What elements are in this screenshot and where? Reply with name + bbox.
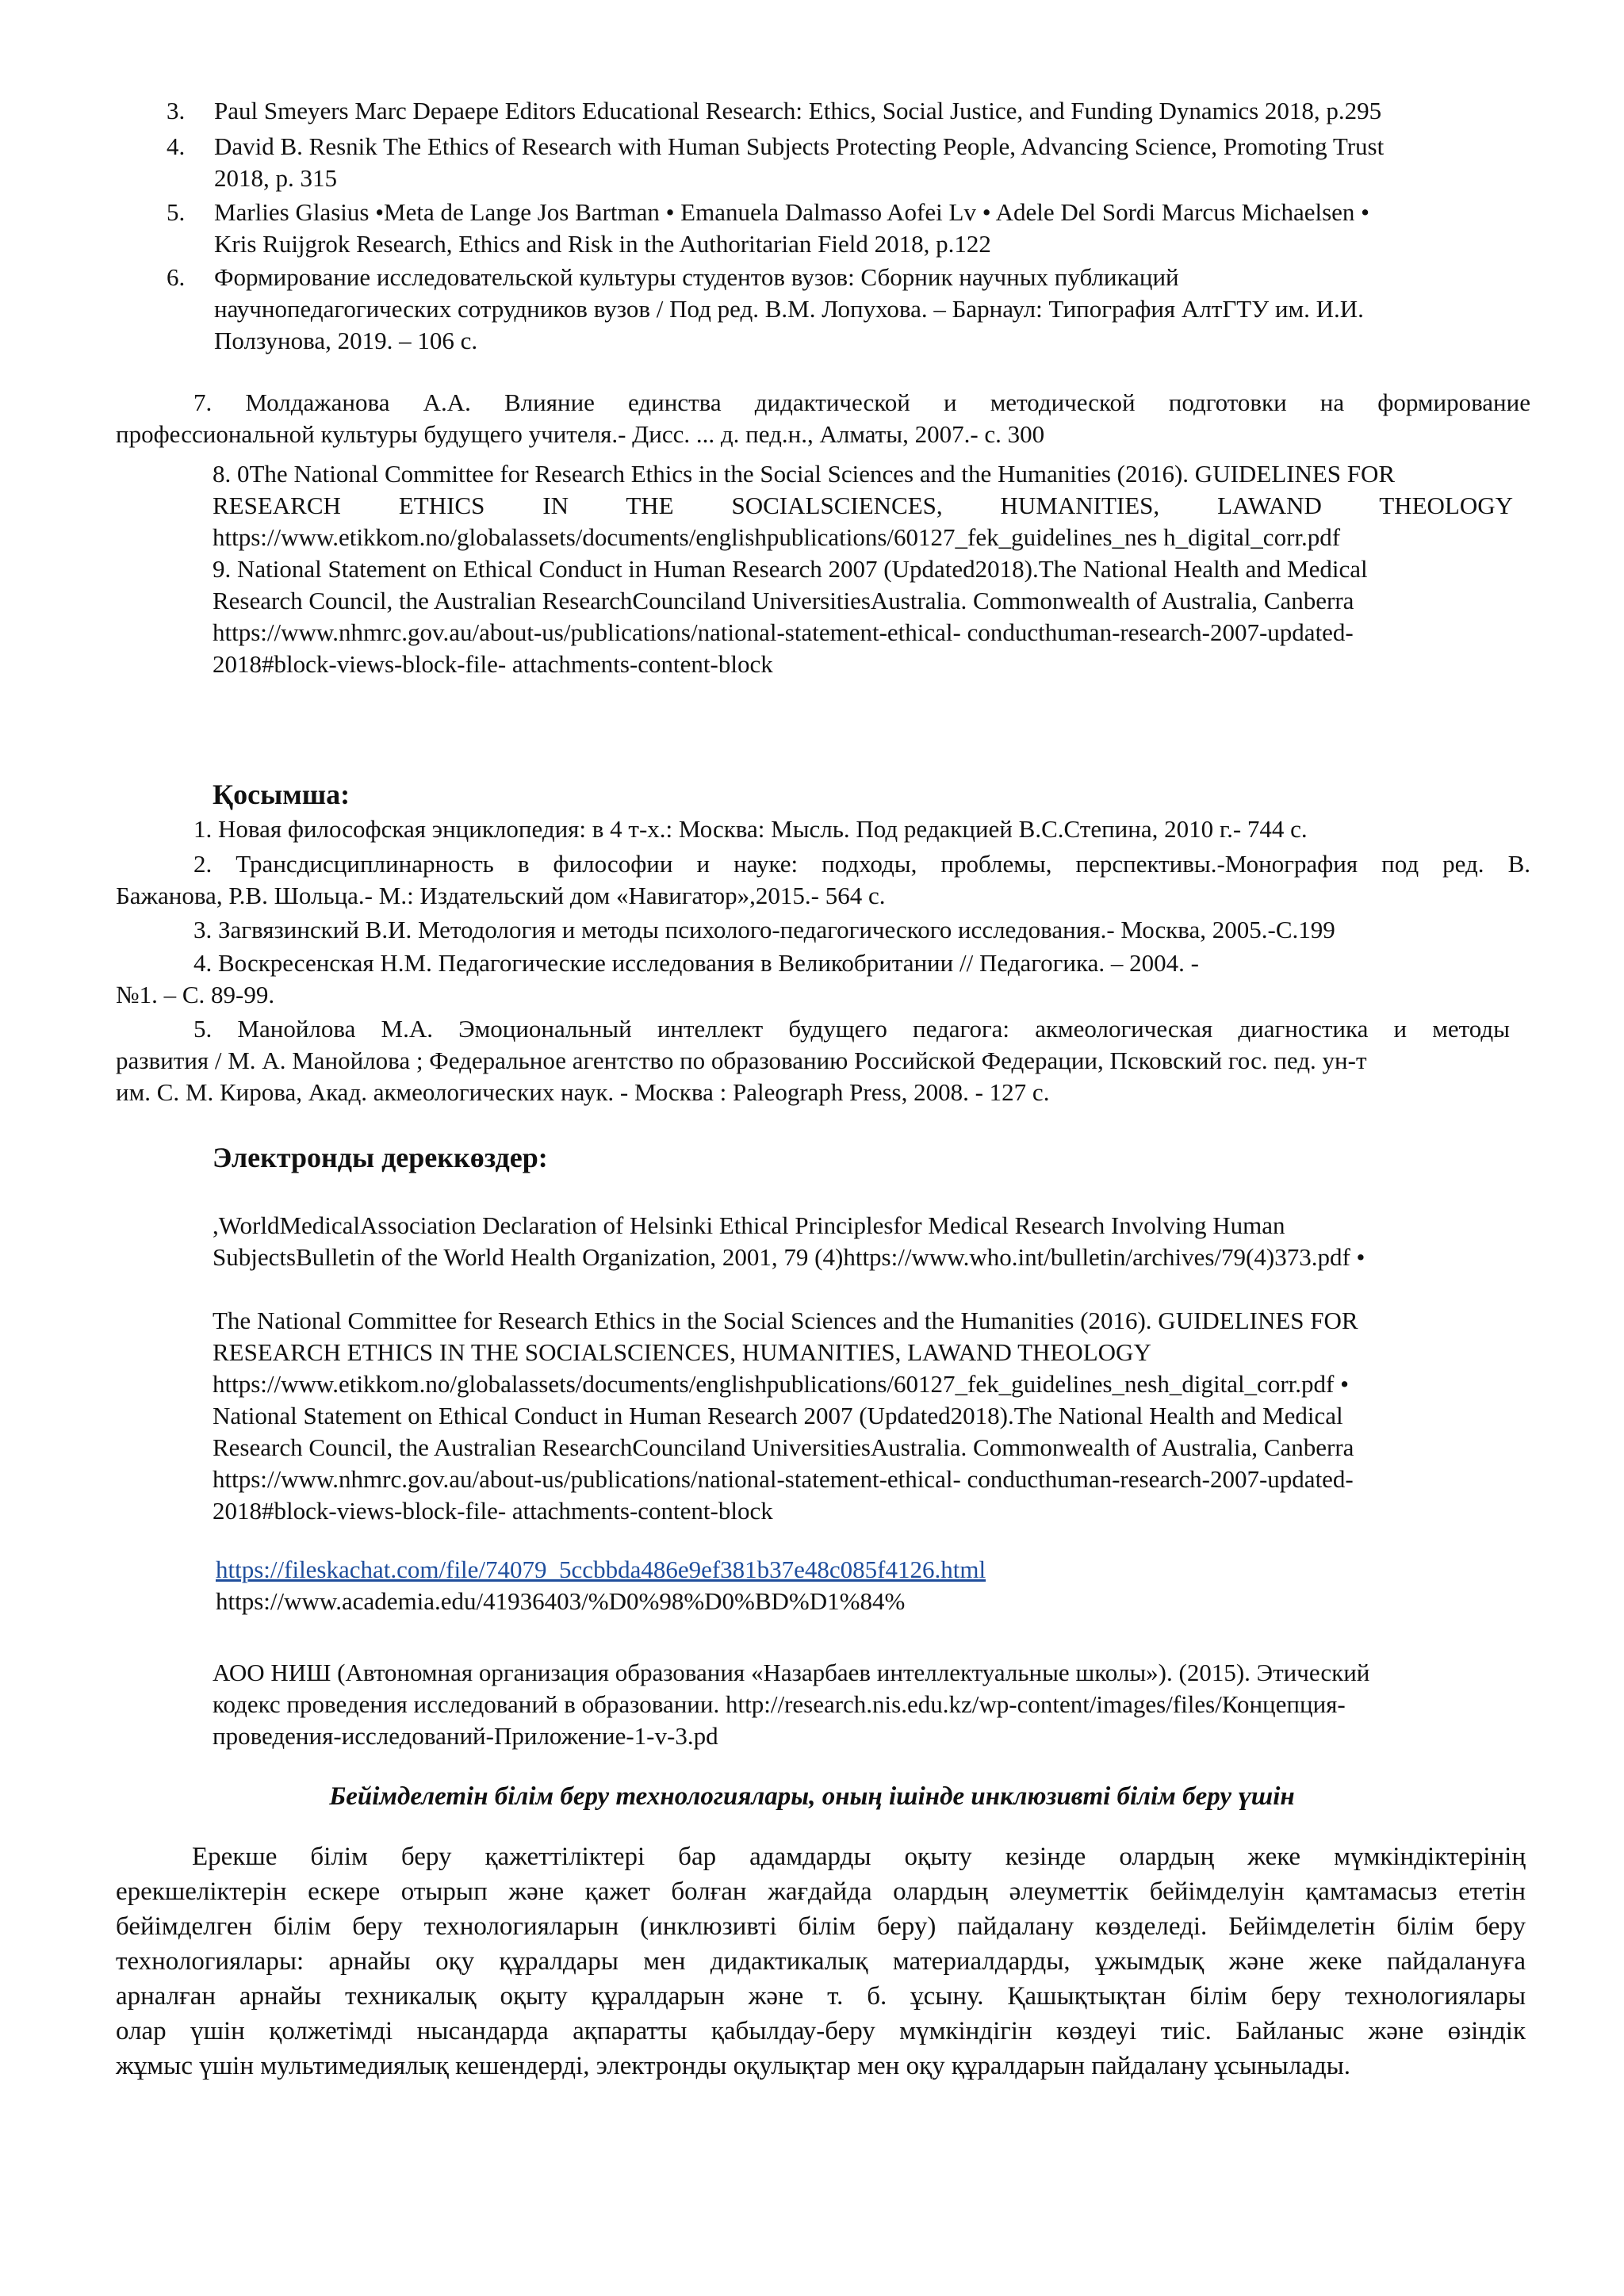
ref-8-text: 8. 0The National Committee for Research Ethics in the Social Sciences and the Humanities (2016). GUIDELINES FOR	[213, 460, 1396, 488]
electronic-source-2-cont: RESEARCH ETHICS IN THE SOCIALSCIENCES, HUMANITIES, LAWAND THEOLOGY	[213, 1338, 1151, 1366]
body-line-text: Ерекше білім беру қажеттіліктері бар адамдарды оқыту кезінде олардың жеке мүмкіндіктерінің	[192, 1843, 1526, 1871]
fileskachat-link[interactable]: https://fileskachat.com/file/74079_5ccbbda486e9ef381b37e48c085f4126.html	[216, 1556, 986, 1583]
body-line: жұмыс үшін мультимедиялық кешендерді, электронды оқулықтар мен оқу құралдарын пайдалану ұсынылады.	[116, 2052, 1351, 2080]
electronic-source-3: National Statement on Ethical Conduct in Human Research 2007 (Updated2018).The National Health and Medical	[213, 1402, 1343, 1429]
academia-link: https://www.academia.edu/41936403/%D0%98%D0%BD%D1%84%	[216, 1587, 906, 1615]
appendix-item-2: 2. Трансдисциплинарность в философии и науке: подходы, проблемы, перспективы.-Монография под ред. В.	[193, 850, 1530, 878]
ref-7-text-cont: профессиональной культуры будущего учителя.- Дисс. ... д. пед.н., Алматы, 2007.- с. 300	[116, 420, 1045, 448]
electronic-source-nis-cont: кодекс проведения исследований в образовании. http://research.nis.edu.kz/wp-content/images/files/Концепция-	[213, 1690, 1346, 1718]
ref-8-text-cont: RESEARCH ETHICS IN THE SOCIALSCIENCES, HUMANITIES, LAWAND THEOLOGY	[213, 492, 1513, 519]
ref-6-text-cont2: Ползунова, 2019. – 106 с.	[214, 327, 478, 354]
ref-5-text-cont: Kris Ruijgrok Research, Ethics and Risk in the Authoritarian Field 2018, p.122	[214, 230, 991, 258]
electronic-sources-heading: Электронды дереккөздер:	[213, 1142, 548, 1173]
ref-4-number: 4.	[167, 132, 186, 160]
body-paragraph	[116, 1839, 1526, 2084]
electronic-source-nis: АОО НИШ (Автономная организация образования «Назарбаев интеллектуальные школы»). (2015). Этический	[213, 1659, 1370, 1686]
electronic-source-1-cont: SubjectsBulletin of the World Health Organization, 2001, 79 (4)https://www.who.int/bulletin/archives/79(4)373.pdf •	[213, 1243, 1365, 1271]
appendix-item-4-cont: №1. – С. 89-99.	[116, 981, 275, 1008]
ref-9-url: https://www.nhmrc.gov.au/about-us/publications/national-statement-ethical- conducthuman-research-2007-updated-	[213, 618, 1354, 646]
ref-4-text: David B. Resnik The Ethics of Research with Human Subjects Protecting People, Advancing Science, Promoting Trust	[214, 132, 1385, 160]
body-line: ерекшеліктерін ескере отырып және қажет болған жағдайда олардың әлеуметтік бейімделуін қамтамасыз ететін	[116, 1877, 1526, 1906]
electronic-source-2-url: https://www.etikkom.no/globalassets/documents/englishpublications/60127_fek_guidelines_nesh_digital_corr.pdf •	[213, 1370, 1349, 1398]
electronic-source-nis-cont2: проведения-исследований-Приложение-1-v-3.pd	[213, 1722, 718, 1750]
ref-6-text-cont: научнопедагогических сотрудников вузов / Под ред. В.М. Лопухова. – Барнаул: Типография АлтГТУ им. И.И.	[214, 295, 1364, 323]
appendix-item-3: 3. Загвязинский В.И. Методология и методы психолого-педагогического исследования.- Москва, 2005.-С.199	[193, 916, 1335, 943]
appendix-item-5-cont2: им. С. М. Кирова, Акад. акмеологических наук. - Москва : Paleograph Press, 2008. - 127 с.	[116, 1078, 1050, 1106]
body-line: технологиялары: арнайы оқу құралдары мен дидактикалық материалдарды, ұжымдық және жеке пайдалануға	[116, 1947, 1526, 1976]
body-line: олар үшін қолжетімді нысандарда ақпаратты қабылдау-беру мүмкіндігін көздеуі тиіс. Байланыс және өзіндік	[116, 2017, 1526, 2045]
appendix-item-5: 5. Манойлова М.А. Эмоциональный интеллект будущего педагога: акмеологическая диагностика и методы	[193, 1015, 1510, 1043]
ref-5-text: Marlies Glasius •Meta de Lange Jos Bartman • Emanuela Dalmasso Aofei Lv • Adele Del Sordi Marcus Michaelsen •	[214, 198, 1369, 226]
appendix-item-1: 1. Новая философская энциклопедия: в 4 т-х.: Москва: Мысль. Под редакцией В.С.Степина, 2010 г.- 744 с.	[193, 815, 1308, 843]
ref-3-text: Paul Smeyers Marc Depaepe Editors Educational Research: Ethics, Social Justice, and Funding Dynamics 2018, p.295	[214, 97, 1382, 124]
electronic-source-1: ,WorldMedicalAssociation Declaration of Helsinki Ethical Principlesfor Medical Research Involving Human	[213, 1211, 1285, 1239]
electronic-source-3-cont: Research Council, the Australian ResearchCounciland UniversitiesAustralia. Commonwealth of Australia, Canberra	[213, 1433, 1354, 1461]
ref-9-url-cont: 2018#block-views-block-file- attachments-content-block	[213, 650, 773, 678]
appendix-item-5-cont: развития / М. А. Манойлова ; Федеральное агентство по образованию Российской Федерации, Псковский гос. пед. ун-т	[116, 1047, 1367, 1074]
body-line: бейімделген білім беру технологияларын (инклюзивті білім беру) пайдалану көзделеді. Бейімделетін білім беру	[116, 1912, 1526, 1941]
ref-7-text: 7. Молдажанова А.А. Влияние единства дидактической и методической подготовки на формирование	[193, 388, 1530, 416]
ref-9-text: 9. National Statement on Ethical Conduct in Human Research 2007 (Updated2018).The National Health and Medical	[213, 555, 1368, 583]
body-line: арналған арнайы техникалық оқыту құралдарын және т. б. ұсыну. Қашықтықтан білім беру технологиялары	[116, 1982, 1526, 2011]
ref-9-text-cont: Research Council, the Australian ResearchCounciland UniversitiesAustralia. Commonwealth of Australia, Canberra	[213, 587, 1354, 614]
ref-3-number: 3.	[167, 97, 186, 124]
ref-8-url: https://www.etikkom.no/globalassets/documents/englishpublications/60127_fek_guidelines_nes h_digital_corr.pdf	[213, 523, 1341, 551]
electronic-source-3-url: https://www.nhmrc.gov.au/about-us/publications/national-statement-ethical- conducthuman-research-2007-updated-	[213, 1465, 1354, 1493]
body-line	[116, 1839, 1526, 1874]
electronic-source-3-url-cont: 2018#block-views-block-file- attachments-content-block	[213, 1497, 773, 1525]
appendix-item-4: 4. Воскресенская Н.М. Педагогические исследования в Великобритании // Педагогика. – 2004. -	[193, 949, 1199, 977]
ref-4-text-cont: 2018, p. 315	[214, 164, 337, 192]
section-title: Бейімделетін білім беру технологиялары, оның ішінде инклюзивті білім беру үшін	[329, 1782, 1295, 1811]
appendix-item-2-cont: Бажанова, Р.В. Шольца.- М.: Издательский дом «Навигатор»,2015.- 564 с.	[116, 882, 886, 909]
ref-5-number: 5.	[167, 198, 186, 226]
electronic-source-2: The National Committee for Research Ethics in the Social Sciences and the Humanities (2016). GUIDELINES FOR	[213, 1307, 1358, 1334]
ref-6-text: Формирование исследовательской культуры студентов вузов: Сборник научных публикаций	[214, 263, 1179, 291]
appendix-heading: Қосымша:	[213, 779, 350, 810]
ref-6-number: 6.	[167, 263, 186, 291]
